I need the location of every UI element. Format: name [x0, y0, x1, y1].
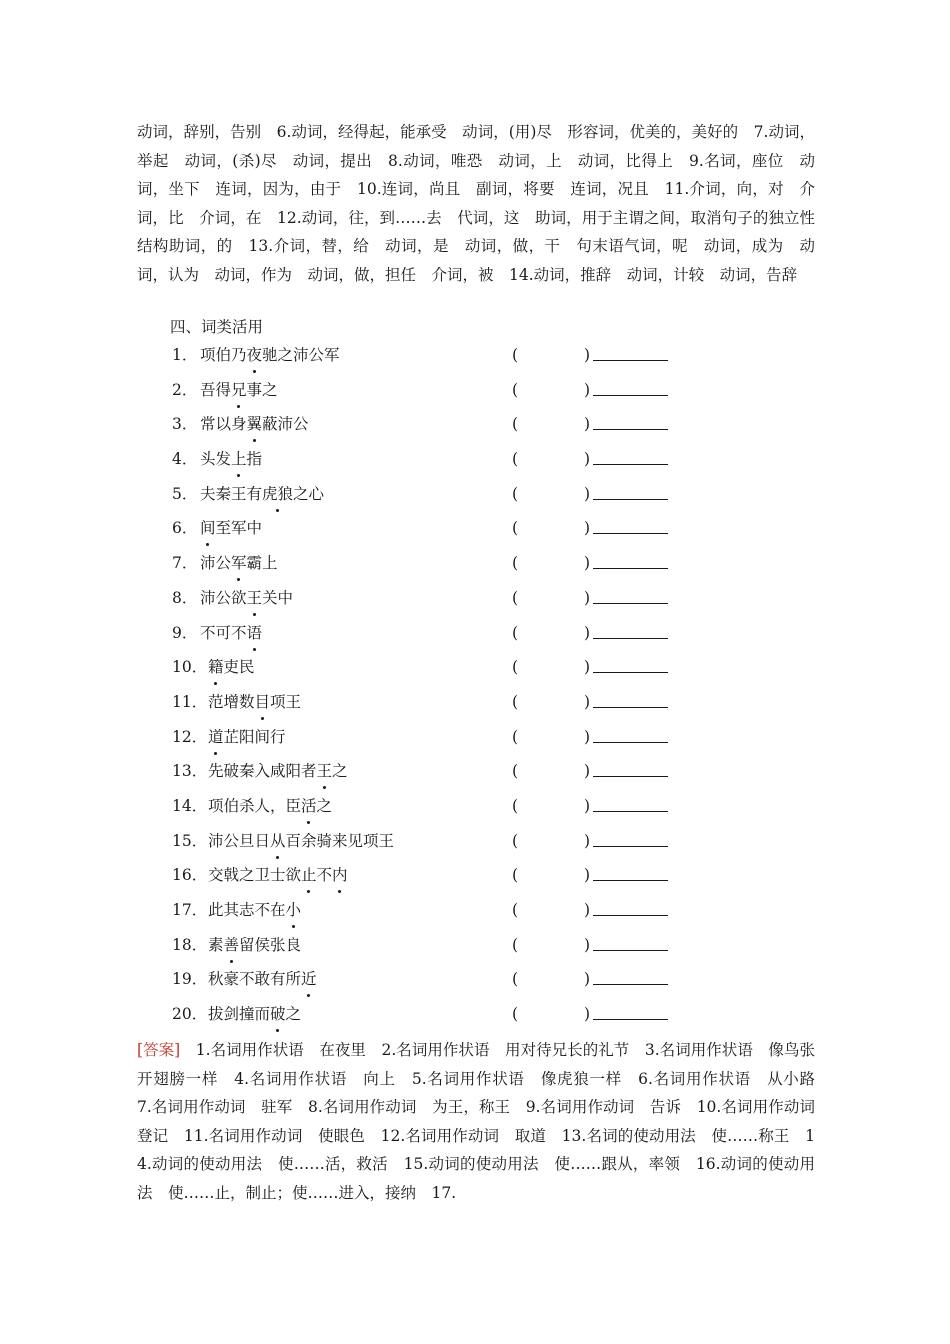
question-number: 6．	[172, 519, 198, 538]
question-text	[208, 860, 348, 890]
question-row	[172, 999, 692, 1034]
question-text	[208, 652, 255, 682]
question-number: 1．	[172, 346, 198, 364]
question-text-after: 之	[285, 1005, 302, 1024]
answer-paren-open: (	[512, 658, 519, 677]
emphasized-word: 王	[247, 583, 263, 613]
question-row	[172, 826, 692, 861]
question-number: 19．	[172, 970, 208, 989]
answer-paren-close: )	[584, 450, 591, 469]
question-text-after: 霸上	[246, 554, 278, 573]
answer-paren-open: (	[512, 831, 519, 850]
question-text-after: 芷阳间行	[223, 727, 286, 746]
question-text-before: 项伯杀人，臣	[208, 796, 302, 815]
question-text	[208, 756, 348, 786]
question-row	[172, 479, 692, 514]
question-text-after: 事之	[246, 380, 278, 399]
emphasized-word: 止	[301, 860, 317, 890]
question-text-before: 常以身	[200, 415, 247, 434]
answer-blank-line[interactable]	[593, 499, 668, 500]
question-text	[200, 409, 309, 439]
question-text-after: 关中	[262, 588, 294, 607]
answer-paren-close: )	[584, 866, 591, 885]
question-text	[200, 340, 340, 370]
question-text	[208, 687, 301, 717]
emphasized-word: 目	[255, 687, 271, 717]
question-row	[172, 444, 692, 479]
question-text	[200, 548, 278, 578]
question-text	[208, 791, 332, 821]
question-text	[200, 618, 262, 648]
answer-paren-close: )	[584, 762, 591, 781]
answer-paren-close: )	[584, 519, 591, 538]
answer-paren-close: )	[584, 623, 591, 642]
answer-blank-line[interactable]	[593, 984, 668, 985]
answer-blank-line[interactable]	[593, 846, 668, 847]
answer-blank-line[interactable]	[593, 1019, 668, 1020]
question-row	[172, 548, 692, 583]
answer-paren-open: (	[512, 415, 519, 434]
answer-paren-close: )	[584, 484, 591, 503]
answer-paren-close: )	[584, 415, 591, 434]
emphasized-word: 活	[301, 791, 317, 821]
question-row	[172, 652, 692, 687]
question-text-after: 驰之沛公军	[262, 346, 340, 364]
answer-paren-close: )	[584, 692, 591, 711]
section-heading: 四、词类活用	[170, 318, 264, 336]
question-row	[172, 930, 692, 965]
answer-blank-line[interactable]	[593, 638, 668, 639]
answer-blank-line[interactable]	[593, 880, 668, 881]
question-text-after: 百余骑来见项王	[285, 831, 395, 850]
question-text-after: 指	[246, 450, 263, 469]
question-number: 4．	[172, 450, 198, 469]
emphasized-word: 虎狼	[262, 479, 293, 509]
question-row	[172, 340, 692, 375]
question-text-after: 留侯张良	[239, 935, 302, 954]
answer-blank-line[interactable]	[593, 672, 668, 673]
answer-paren-open: (	[512, 935, 519, 954]
question-row	[172, 895, 692, 930]
answer-tag: [答案]	[137, 1041, 181, 1059]
answer-blank-line[interactable]	[593, 950, 668, 951]
question-text-after: 吏民	[223, 658, 255, 677]
question-text-after: 项王	[270, 692, 302, 711]
question-text-before: 素	[208, 935, 224, 954]
question-text	[208, 895, 301, 925]
question-row	[172, 409, 692, 444]
emphasized-word: 兄	[231, 375, 247, 405]
emphasized-word: 王	[317, 756, 333, 786]
answer-paren-close: )	[584, 346, 591, 364]
question-text-before: 拔剑撞而	[208, 1005, 271, 1024]
answer-paren-close: )	[584, 727, 591, 746]
emphasized-word: 小	[286, 895, 302, 925]
answer-blank-line[interactable]	[593, 776, 668, 777]
answer-paren-open: (	[512, 588, 519, 607]
answer-paren-open: (	[512, 901, 519, 919]
emphasized-word: 翼	[247, 409, 263, 439]
emphasized-word: 上	[231, 444, 247, 474]
emphasized-word: 道	[208, 722, 224, 752]
answer-paren-open: (	[512, 484, 519, 503]
question-text-before: 范增数	[208, 692, 255, 711]
question-text	[208, 964, 317, 994]
question-number: 11．	[172, 692, 208, 711]
question-number: 13．	[172, 762, 208, 781]
answer-blank-line[interactable]	[593, 811, 668, 812]
question-list	[172, 340, 692, 1034]
question-text	[200, 479, 324, 509]
answer-paren-close: )	[584, 831, 591, 850]
question-row	[172, 791, 692, 826]
answer-paren-close: )	[584, 658, 591, 677]
emphasized-word: 间	[200, 513, 216, 543]
answer-blank-line[interactable]	[593, 429, 668, 430]
answer-paren-close: )	[584, 1005, 591, 1024]
emphasized-word: 善	[224, 930, 240, 960]
question-row	[172, 860, 692, 895]
answer-blank-line[interactable]	[593, 568, 668, 569]
answer-blank-line[interactable]	[593, 360, 668, 361]
answer-blank-line[interactable]	[593, 533, 668, 534]
question-text-after: 之	[316, 796, 333, 815]
emphasized-word: 夜	[247, 340, 263, 370]
question-number: 5．	[172, 484, 198, 503]
question-row	[172, 722, 692, 757]
question-number: 15．	[172, 831, 208, 850]
question-number: 8．	[172, 588, 198, 607]
answer-paren-open: (	[512, 450, 519, 469]
emphasized-word: 近	[301, 964, 317, 994]
question-text	[200, 444, 262, 474]
answer-blank-line[interactable]	[593, 915, 668, 916]
question-number: 18．	[172, 935, 208, 954]
question-text-after: 之心	[293, 484, 325, 503]
answer-blank-line[interactable]	[593, 707, 668, 708]
question-number: 12．	[172, 727, 208, 746]
question-row	[172, 513, 692, 548]
answer-blank-line[interactable]	[593, 603, 668, 604]
question-row	[172, 375, 692, 410]
question-number: 16．	[172, 866, 208, 885]
question-text-before: 不可不	[200, 623, 247, 642]
question-number: 17．	[172, 901, 208, 919]
answer-paren-open: (	[512, 866, 519, 885]
answer-paren-open: (	[512, 727, 519, 746]
question-text-after: 之	[332, 762, 348, 781]
answer-paren-open: (	[512, 380, 519, 399]
question-text-before: 沛公	[200, 554, 232, 573]
emphasized-word: 从	[270, 826, 286, 856]
answer-paren-close: )	[584, 935, 591, 954]
question-text	[208, 722, 286, 752]
question-row	[172, 583, 692, 618]
question-row	[172, 618, 692, 653]
question-text	[208, 930, 301, 960]
question-text-after: 蔽沛公	[262, 415, 309, 434]
answer-blank-line[interactable]	[593, 742, 668, 743]
emphasized-word: 内	[332, 860, 348, 890]
question-number: 3．	[172, 415, 198, 434]
question-text-before: 沛公旦日	[208, 831, 271, 850]
question-number: 20．	[172, 1005, 208, 1024]
emphasized-word: 破	[270, 999, 286, 1029]
question-text-after: 不	[316, 866, 333, 885]
answer-paren-close: )	[584, 796, 591, 815]
question-row	[172, 964, 692, 999]
answer-paren-open: (	[512, 762, 519, 781]
question-text-before: 吾得	[200, 380, 232, 399]
question-text-before: 此其志不在	[208, 901, 286, 919]
answer-text: 1.名词用作状语 在夜里 2.名词用作状语 用对待兄长的礼节 3.名词用作状语 像鸟张开翅膀一样 4.名词用作状语 向上 5.名词用作状语 像虎狼一样 6.名词用作状语 从小路 7.名词用作动词 驻军 8.名词用作动词 为王，称王 9.名词用作动词 告诉 10.名词用作动词 登记 11.名词用作动词 使眼色 12.名词用作动词 取道 13.名词的使动用法 使……称王 14.动词的使动用法 使……活，救活 15.动词的使动用法 使……跟从，率领 16.动词的使动用法 使……止，制止；使……进入，接纳 17.	[137, 1041, 831, 1202]
answer-blank-line[interactable]	[593, 395, 668, 396]
answer-paren-open: (	[512, 519, 519, 538]
question-text	[200, 583, 293, 613]
question-text-before: 头发	[200, 450, 232, 469]
question-text-before: 沛公欲	[200, 588, 247, 607]
answer-paren-open: (	[512, 970, 519, 989]
question-row	[172, 687, 692, 722]
question-text	[200, 513, 262, 543]
question-text-before: 秋豪不敢有所	[208, 970, 302, 989]
question-text	[200, 375, 278, 405]
question-text	[208, 826, 394, 856]
question-text-before: 项伯乃	[200, 346, 247, 364]
answer-paren-close: )	[584, 380, 591, 399]
answer-paren-open: (	[512, 554, 519, 573]
question-text-before: 交戟之卫士欲	[208, 866, 302, 885]
question-row	[172, 756, 692, 791]
answer-paren-open: (	[512, 346, 519, 364]
answer-paren-close: )	[584, 970, 591, 989]
answer-paren-open: (	[512, 692, 519, 711]
answer-paren-close: )	[584, 588, 591, 607]
emphasized-word: 军	[231, 548, 247, 578]
answer-paren-close: )	[584, 554, 591, 573]
question-number: 9．	[172, 623, 198, 642]
question-number: 14．	[172, 796, 208, 815]
answer-paragraph-previous: 动词，辞别，告别 6.动词，经得起，能承受 动词，(用)尽 形容词，优美的，美好的 7.动词，举起 动词，(杀)尽 动词，提出 8.动词，唯恐 动词，上 动词，比得上 9.名词，座位 动词，坐下 连词，因为，由于 10.连词，尚且 副词，将要 连词，况且 11.介词，向，对 介词，比 介词，在 12.动词，往，到……去 代词，这 助词，用于主谓之间，取消句子的独立性 结构助词，的 13.介词，替，给 动词，是 动词，做，干 句末语气词，呢 动词，成为 动词，认为 动词，作为 动词，做，担任 介词，被 14.动词，推辞 动词，计较 动词，告辞	[137, 123, 831, 284]
emphasized-word: 籍	[208, 652, 224, 682]
answer-paren-open: (	[512, 623, 519, 642]
question-number: 2．	[172, 380, 198, 399]
question-number: 7．	[172, 554, 198, 573]
answer-paragraph	[137, 1036, 831, 1208]
question-text-after: 至军中	[215, 519, 263, 538]
question-text	[208, 999, 301, 1029]
answer-blank-line[interactable]	[593, 464, 668, 465]
answer-paren-open: (	[512, 796, 519, 815]
question-number: 10．	[172, 658, 208, 677]
answer-paren-close: )	[584, 901, 591, 919]
question-text-before: 夫秦王有	[200, 484, 263, 503]
answer-paren-open: (	[512, 1005, 519, 1024]
question-text-before: 先破秦入咸阳者	[208, 762, 317, 781]
emphasized-word: 语	[247, 618, 263, 648]
